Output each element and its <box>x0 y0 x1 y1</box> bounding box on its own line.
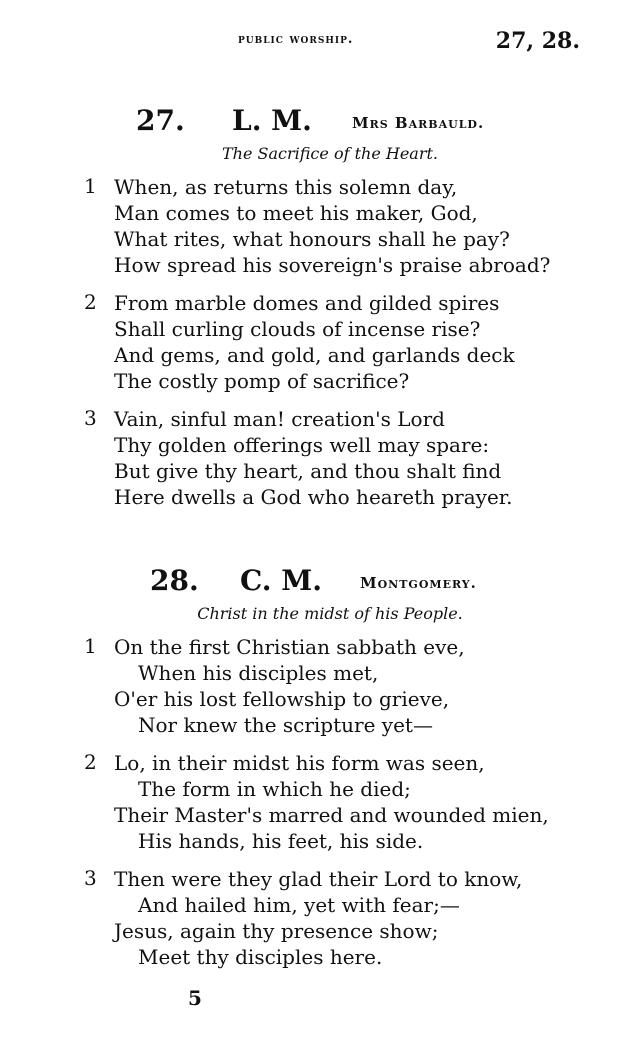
verse-number: 2 <box>84 290 97 314</box>
verse-line: And gems, and gold, and garlands deck <box>114 343 515 367</box>
verse-line: From marble domes and gilded spires <box>114 291 500 315</box>
verse-number: 3 <box>84 866 97 890</box>
verse-line: What rites, what honours shall he pay? <box>114 227 510 251</box>
verse-line: Nor knew the scripture yet— <box>138 713 433 737</box>
hymn-author: Montgomery. <box>360 574 477 592</box>
verse-line: O'er his lost fellowship to grieve, <box>114 687 450 711</box>
verse-line: The form in which he died; <box>138 777 411 801</box>
verse <box>0 406 640 510</box>
verse-line: And hailed him, yet with fear;— <box>138 893 460 917</box>
verse <box>0 750 640 854</box>
hymn-number: 28. <box>150 564 199 597</box>
verse <box>0 634 640 738</box>
verse <box>0 174 640 278</box>
running-header <box>0 30 640 56</box>
verse-line: When, as returns this solemn day, <box>114 175 458 199</box>
hymn-number: 27. <box>136 104 185 137</box>
verse-number: 1 <box>84 174 97 198</box>
verse-line: Jesus, again thy presence show; <box>114 919 439 943</box>
verse-line: Then were they glad their Lord to know, <box>114 867 523 891</box>
hymn-meter: L. M. <box>232 104 312 137</box>
verse-line: Here dwells a God who heareth prayer. <box>114 485 513 509</box>
verse-line: On the first Christian sabbath eve, <box>114 635 465 659</box>
hymn-author: Mrs Barbauld. <box>352 114 485 132</box>
verse-number: 3 <box>84 406 97 430</box>
running-title: public worship. <box>238 32 354 47</box>
hymn-27 <box>0 104 640 510</box>
hymn-28 <box>0 564 640 970</box>
verse-line: The costly pomp of sacrifice? <box>114 369 410 393</box>
verse-line: Vain, sinful man! creation's Lord <box>114 407 445 431</box>
verse-number: 1 <box>84 634 97 658</box>
verse-number: 2 <box>84 750 97 774</box>
hymn-subtitle: The Sacrifice of the Heart. <box>222 144 438 163</box>
verse-line: Their Master's marred and wounded mien, <box>114 803 549 827</box>
hymn-heading <box>0 564 640 604</box>
verse-line: But give thy heart, and thou shalt find <box>114 459 502 483</box>
signature-mark: 5 <box>188 986 202 1010</box>
verse-line: Thy golden offerings well may spare: <box>114 433 490 457</box>
verse-line: Shall curling clouds of incense rise? <box>114 317 481 341</box>
verse-line: His hands, his feet, his side. <box>138 829 424 853</box>
hymn-heading <box>0 104 640 144</box>
verse-line: Meet thy disciples here. <box>138 945 383 969</box>
hymn-range-numbers: 27, 28. <box>495 28 580 54</box>
verse-line: When his disciples met, <box>138 661 379 685</box>
verse-line: Lo, in their midst his form was seen, <box>114 751 485 775</box>
hymn-subtitle: Christ in the midst of his People. <box>197 604 463 623</box>
verse-line: Man comes to meet his maker, God, <box>114 201 478 225</box>
hymn-meter: C. M. <box>240 564 323 597</box>
verse-line: How spread his sovereign's praise abroad? <box>114 253 551 277</box>
verse <box>0 866 640 970</box>
verse <box>0 290 640 394</box>
